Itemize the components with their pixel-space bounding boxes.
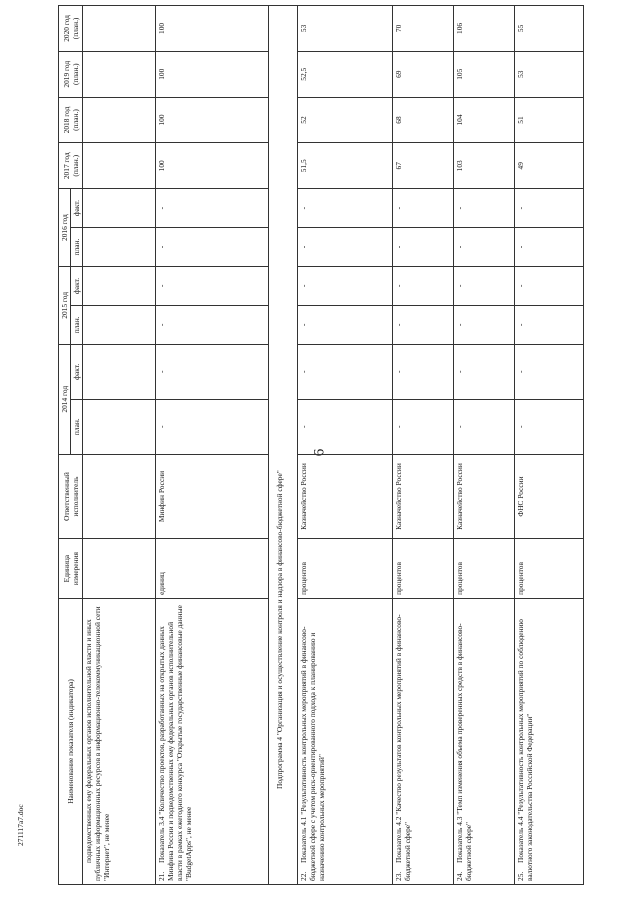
indicator-name: 21.Показатель 3.4 "Количество проектов, разработанных на открытых данных Минфина России и подведомственных ему федеральных органов исполнительной власти в рамках ежегодного конкурса "Открытые государственные финансовые данные "BudgetApps", не менее: [156, 598, 269, 884]
header-plan: план.: [71, 228, 83, 267]
header-plan: план.: [71, 305, 83, 344]
subprogram-title: Подпрограмма 4 "Организация и осуществление контроля и надзора в финансово-бюджетной сфере": [269, 6, 298, 885]
value-2016-plan: -: [393, 228, 454, 267]
value-2016-plan: -: [156, 228, 269, 267]
value-2020: 100: [156, 6, 269, 52]
value-2019: 69: [393, 51, 454, 97]
value-2018: 51: [515, 97, 584, 143]
value-2014-plan: -: [515, 399, 584, 454]
value-2016-plan: -: [298, 228, 393, 267]
value-2017: 100: [156, 143, 269, 189]
indicator-unit: процентов: [298, 539, 393, 599]
value-2020: 70: [393, 6, 454, 52]
value-2019: 105: [454, 51, 515, 97]
indicator-responsible: Казначейство России: [298, 454, 393, 539]
table-row: [515, 6, 584, 885]
value-2015-fact: -: [156, 266, 269, 305]
table-row: [156, 6, 269, 885]
value-2016-fact: -: [298, 189, 393, 228]
value-2014-fact: -: [515, 344, 584, 399]
value-2017: 67: [393, 143, 454, 189]
value-2014-plan: -: [393, 399, 454, 454]
indicator-responsible: Минфин России: [156, 454, 269, 539]
value-2014-plan: -: [454, 399, 515, 454]
indicator-name: 22.Показатель 4.1 "Результативность контрольных мероприятий в финансово-бюджетной сфере с учетом риск-ориентированного подхода к планированию и назначению контрольных мероприятий": [298, 598, 393, 884]
footer-filename: 271117a7.doc: [16, 804, 25, 846]
value-2017: 49: [515, 143, 584, 189]
header-2016: 2016 год: [59, 189, 71, 267]
value-2019: 100: [156, 51, 269, 97]
indicator-unit: процентов: [515, 539, 584, 599]
value-2014-fact: -: [298, 344, 393, 399]
header-name: Наименование показателя (индикатора): [59, 598, 83, 884]
value-2015-fact: -: [515, 266, 584, 305]
indicator-table-sheet: [58, 5, 578, 885]
value-2018: 68: [393, 97, 454, 143]
value-2014-fact: -: [454, 344, 515, 399]
value-2015-fact: -: [298, 266, 393, 305]
value-2015-plan: -: [393, 305, 454, 344]
value-2019: 52,5: [298, 51, 393, 97]
value-2014-plan: -: [298, 399, 393, 454]
value-2014-fact: -: [393, 344, 454, 399]
value-2020: 106: [454, 6, 515, 52]
value-2016-plan: -: [515, 228, 584, 267]
value-2019: 53: [515, 51, 584, 97]
value-2020: 55: [515, 6, 584, 52]
subprogram-row: [269, 6, 298, 885]
value-2015-plan: -: [454, 305, 515, 344]
value-2016-fact: -: [393, 189, 454, 228]
value-2015-plan: -: [298, 305, 393, 344]
indicator-unit: процентов: [454, 539, 515, 599]
indicator-name: 25.Показатель 4.4 "Результативность контрольных мероприятий по соблюдению валютного законодательства Российской Федерации": [515, 598, 584, 884]
header-2018: 2018 год (план.): [59, 97, 83, 143]
header-responsible: Ответственный исполнитель: [59, 454, 83, 539]
header-fact: факт.: [71, 266, 83, 305]
value-2018: 100: [156, 97, 269, 143]
header-unit: Единица измерения: [59, 539, 83, 599]
value-2014-plan: -: [156, 399, 269, 454]
indicator-responsible: Казначейство России: [393, 454, 454, 539]
header-2015: 2015 год: [59, 266, 71, 344]
table-row: [298, 6, 393, 885]
indicator-name: 24.Показатель 4.3 "Темп изменения объема проверенных средств в финансово-бюджетной сфере": [454, 598, 515, 884]
value-2016-fact: -: [454, 189, 515, 228]
indicator-name: 23.Показатель 4.2 "Качество результатов контрольных мероприятий в финансово-бюджетной сфере": [393, 598, 454, 884]
value-2015-fact: -: [393, 266, 454, 305]
value-2015-plan: -: [515, 305, 584, 344]
value-2020: 53: [298, 6, 393, 52]
header-2017: 2017 год (план.): [59, 143, 83, 189]
header-2020: 2020 год (план.): [59, 6, 83, 52]
value-2014-fact: -: [156, 344, 269, 399]
header-fact: факт.: [71, 189, 83, 228]
value-2016-fact: -: [515, 189, 584, 228]
page-number: 6: [311, 448, 328, 457]
value-2017: 103: [454, 143, 515, 189]
value-2017: 51,5: [298, 143, 393, 189]
indicator-unit: единиц: [156, 539, 269, 599]
indicator-table: [58, 5, 584, 885]
table-row: [393, 6, 454, 885]
value-2018: 104: [454, 97, 515, 143]
indicator-unit: процентов: [393, 539, 454, 599]
value-2016-fact: -: [156, 189, 269, 228]
header-2014: 2014 год: [59, 344, 71, 454]
header-fact: факт.: [71, 344, 83, 399]
indicator-name: подведомственных ему федеральных органов исполнительной власти и иных публичных информационных ресурсов в информационно-телекоммуникационной сети "Интернет", не менее: [83, 598, 156, 884]
value-2018: 52: [298, 97, 393, 143]
table-row: [454, 6, 515, 885]
table-row: [83, 6, 156, 885]
header-2019: 2019 год (план.): [59, 51, 83, 97]
value-2015-plan: -: [156, 305, 269, 344]
indicator-responsible: Казначейство России: [454, 454, 515, 539]
indicator-responsible: ФНС России: [515, 454, 584, 539]
value-2015-fact: -: [454, 266, 515, 305]
header-plan: план.: [71, 399, 83, 454]
value-2016-plan: -: [454, 228, 515, 267]
